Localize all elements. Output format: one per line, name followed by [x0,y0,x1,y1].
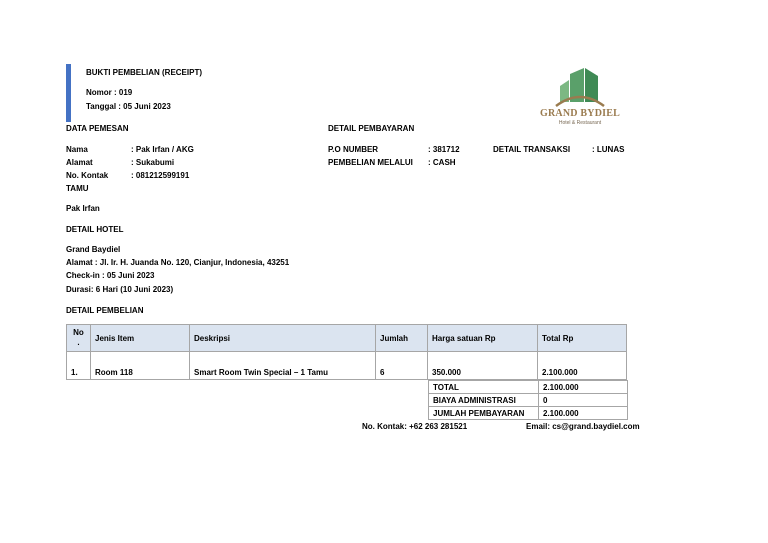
pembayaran-heading: DETAIL PEMBAYARAN [328,124,415,133]
col-jumlah: Jumlah [376,325,428,352]
pemesan-name-value: : Pak Irfan / AKG [131,145,194,154]
hotel-address: Alamat : Jl. Ir. H. Juanda No. 120, Cianjur, Indonesia, 43251 [66,258,290,267]
hotel-logo-icon [540,66,620,110]
tamu-heading: TAMU [66,184,89,193]
cell-no: 1. [67,352,91,380]
payment-method-value: : CASH [428,158,456,167]
pemesan-address-label: Alamat [66,158,93,167]
po-number-label: P.O NUMBER [328,145,379,154]
purchase-table-header [67,325,627,352]
hotel-heading: DETAIL HOTEL [66,225,124,234]
pemesan-contact-label: No. Kontak [66,171,109,180]
tamu-name: Pak Irfan [66,204,100,213]
pemesan-address-value: : Sukabumi [131,158,175,167]
col-jenis-item: Jenis Item [91,325,190,352]
header-accent-bar [66,64,71,122]
pembelian-heading: DETAIL PEMBELIAN [66,306,144,315]
summary-row-total [429,381,628,394]
summary-row-payment [429,407,628,420]
summary-row-admin [429,394,628,407]
cell-total: 2.100.000 [538,352,627,380]
footer-contact: No. Kontak: +62 263 281521 [362,422,468,431]
pemesan-name-label: Nama [66,145,88,154]
summary-payment-label: JUMLAH PEMBAYARAN [429,407,539,420]
cell-jenis: Room 118 [91,352,190,380]
col-deskripsi: Deskripsi [190,325,376,352]
summary-admin-value: 0 [539,394,628,407]
pemesan-heading: DATA PEMESAN [66,124,129,133]
col-harga-satuan: Harga satuan Rp [428,325,538,352]
table-row [67,352,627,380]
col-total: Total Rp [538,325,627,352]
hotel-checkin: Check-in : 05 Juni 2023 [66,271,155,280]
summary-table [428,380,628,420]
receipt-date: Tanggal : 05 Juni 2023 [86,102,171,111]
po-number-value: : 381712 [428,145,460,154]
cell-harga: 350.000 [428,352,538,380]
transaction-detail-label: DETAIL TRANSAKSI [493,145,571,154]
hotel-name: Grand Baydiel [66,245,121,254]
col-no: No . [67,325,91,352]
hotel-duration: Durasi: 6 Hari (10 Juni 2023) [66,285,174,294]
payment-method-label: PEMBELIAN MELALUI [328,158,413,167]
hotel-logo-name: GRAND BYDIEL [540,108,620,119]
transaction-detail-value: : LUNAS [592,145,625,154]
purchase-table [66,324,627,380]
summary-total-value: 2.100.000 [539,381,628,394]
summary-total-label: TOTAL [429,381,539,394]
cell-deskripsi: Smart Room Twin Special – 1 Tamu [190,352,376,380]
hotel-logo [540,66,620,136]
hotel-logo-subtitle: Hotel & Restaurant [558,120,602,126]
footer-email: Email: cs@grand.baydiel.com [526,422,640,431]
summary-payment-value: 2.100.000 [539,407,628,420]
receipt-title: BUKTI PEMBELIAN (RECEIPT) [86,68,202,77]
pemesan-contact-value: : 081212599191 [131,171,190,180]
summary-admin-label: BIAYA ADMINISTRASI [429,394,539,407]
receipt-number: Nomor : 019 [86,88,133,97]
cell-jumlah: 6 [376,352,428,380]
